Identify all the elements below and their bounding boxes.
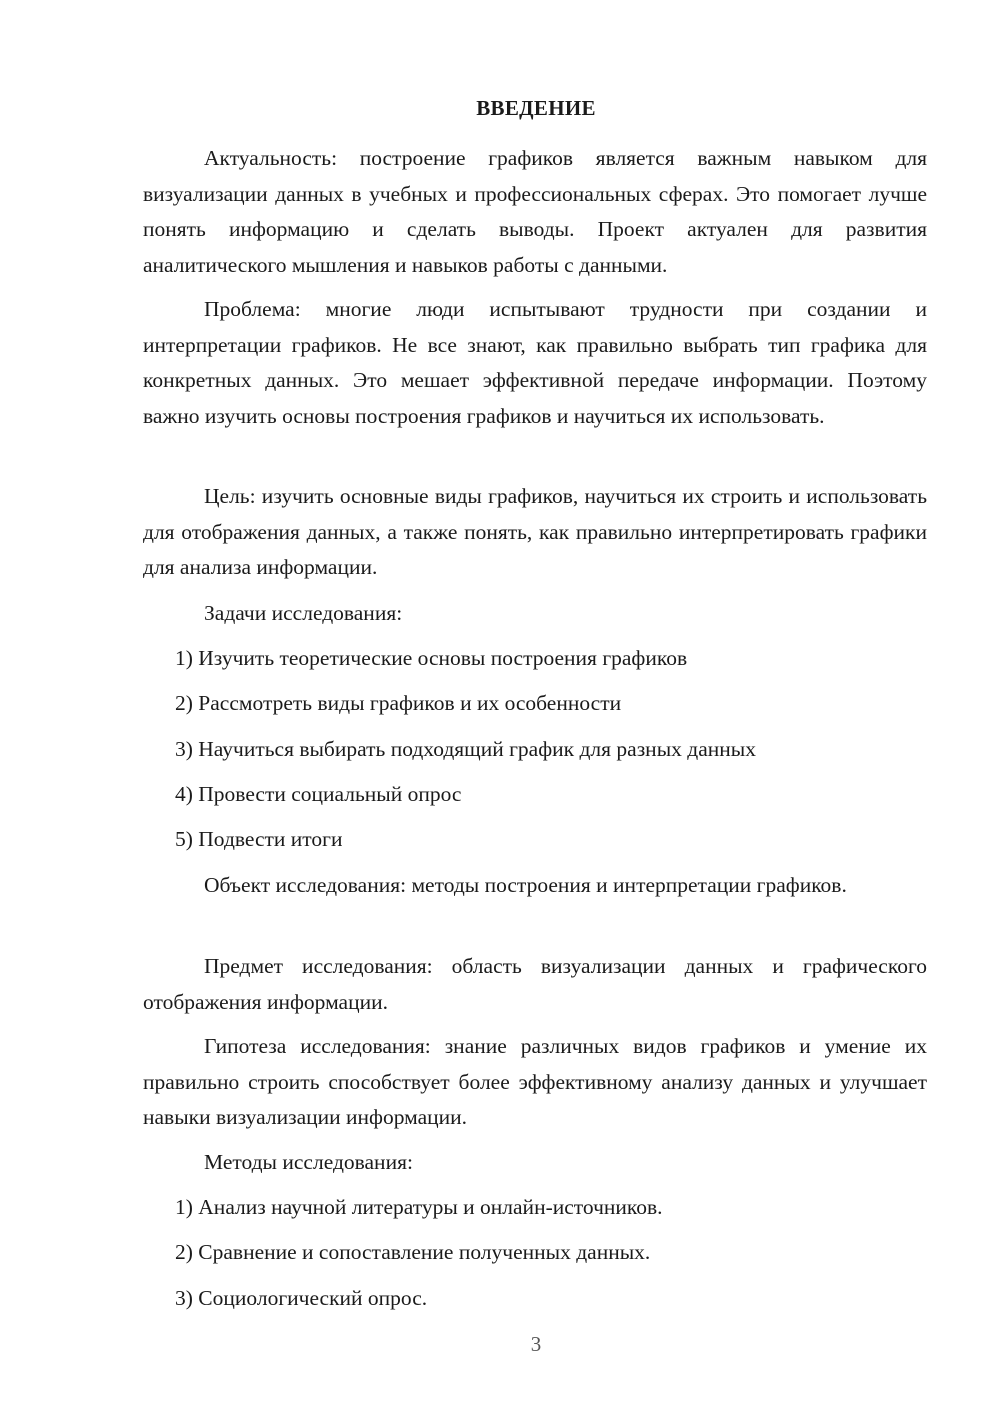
task-item: 2) Рассмотреть виды графиков и их особенности — [175, 691, 622, 715]
goal-paragraph: Цель: изучить основные виды графиков, научиться их строить и использовать для отображения данных, а также понять, как правильно интерпретировать графики для анализа информации. — [143, 484, 927, 579]
problem-paragraph: Проблема: многие люди испытывают трудности при создании и интерпретации графиков. Не все знают, как правильно выбрать тип графика для конкретных данных. Это мешает эффективной передаче информации. Поэтому важно изучить основы построения графиков и научиться их использовать. — [143, 297, 927, 428]
relevance-paragraph: Актуальность: построение графиков является важным навыком для визуализации данных в учебных и профессиональных сферах. Это помогает лучше понять информацию и сделать выводы. Проект актуален для развития аналитического мышления и навыков работы с данными. — [143, 146, 927, 277]
subject-paragraph: Предмет исследования: область визуализации данных и графического отображения информации. — [143, 954, 927, 1014]
method-item: 1) Анализ научной литературы и онлайн-источников. — [175, 1195, 663, 1219]
hypothesis-paragraph: Гипотеза исследования: знание различных видов графиков и умение их правильно строить способствует более эффективному анализу данных и улучшает навыки визуализации информации. — [143, 1034, 927, 1129]
tasks-heading: Задачи исследования: — [204, 601, 403, 625]
task-item: 4) Провести социальный опрос — [175, 782, 462, 806]
task-item: 1) Изучить теоретические основы построения графиков — [175, 646, 688, 670]
object-paragraph: Объект исследования: методы построения и интерпретации графиков. — [204, 873, 847, 897]
task-item: 5) Подвести итоги — [175, 827, 343, 851]
task-item: 3) Научиться выбирать подходящий график для разных данных — [175, 737, 756, 761]
page-number: 3 — [530, 1332, 542, 1356]
page-title: ВВЕДЕНИЕ — [476, 96, 596, 120]
method-item: 3) Социологический опрос. — [175, 1286, 428, 1310]
methods-heading: Методы исследования: — [204, 1150, 413, 1174]
method-item: 2) Сравнение и сопоставление полученных данных. — [175, 1240, 651, 1264]
